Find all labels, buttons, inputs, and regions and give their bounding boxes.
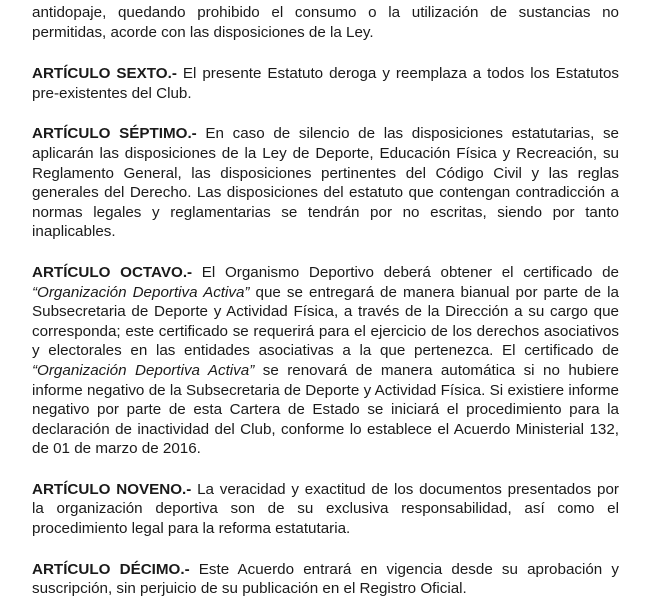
- article-italic-term: “Organización Deportiva Activa”: [32, 283, 250, 301]
- article-text: que se entregará de manera bianual por parte de la Subsecretaria de Deporte y Actividad Física, a través de la Dirección a su cargo que corresponda; este certificado se requerirá para el ejercicio de los derechos asociativos y electorales en las entidades asociativas a la que pertenezca. El certificado de: [32, 283, 619, 360]
- article-noveno: [32, 480, 619, 539]
- article-heading: ARTÍCULO DÉCIMO.-: [32, 560, 190, 578]
- article-octavo: [32, 263, 619, 459]
- article-decimo: [32, 560, 619, 599]
- article-text: El Organismo Deportivo deberá obtener el certificado de: [201, 263, 619, 281]
- article-text: se renovará de manera automática si no hubiere informe negativo de la Subsecretaria de Deporte y Actividad Física. Si existiere informe negativo por parte de esta Cartera de Estado se iniciará el procedimiento para la declaración de inactividad del Club, conforme lo establece el Acuerdo Ministerial 132, de 01 de marzo de 2016.: [32, 361, 619, 458]
- article-heading: ARTÍCULO SEXTO.-: [32, 65, 177, 83]
- article-italic-term: “Organización Deportiva Activa”: [32, 361, 255, 379]
- continuation-text: antidopaje, quedando prohibido el consumo o la utilización de sustancias no permitidas, acorde con las disposiciones de la Ley.: [32, 4, 619, 41]
- article-heading: ARTÍCULO SÉPTIMO.-: [32, 125, 197, 143]
- article-sexto: [32, 64, 619, 103]
- article-text: El presente Estatuto deroga y reemplaza a todos los Estatutos pre-existentes del Club.: [32, 65, 619, 102]
- article-text: La veracidad y exactitud de los documentos presentados por la organización deportiva son de su exclusiva responsabilidad, así como el procedimiento legal para la reforma estatutaria.: [32, 480, 619, 538]
- continuation-paragraph: [32, 3, 619, 42]
- article-septimo: [32, 124, 619, 242]
- article-heading: ARTÍCULO NOVENO.-: [32, 480, 192, 498]
- article-heading: ARTÍCULO OCTAVO.-: [32, 263, 193, 281]
- article-text: Este Acuerdo entrará en vigencia desde su aprobación y suscripción, sin perjuicio de su publicación en el Registro Oficial.: [32, 560, 619, 598]
- article-text: En caso de silencio de las disposiciones estatutarias, se aplicarán las disposiciones de la Ley de Deporte, Educación Física y Recreación, su Reglamento General, las disposiciones pertinentes del Código Civil y las reglas generales del Derecho. Las disposiciones del estatuto que contengan contradicción a normas legales y reglamentarias se tendrán por no escritas, siendo por tanto inaplicables.: [32, 125, 619, 241]
